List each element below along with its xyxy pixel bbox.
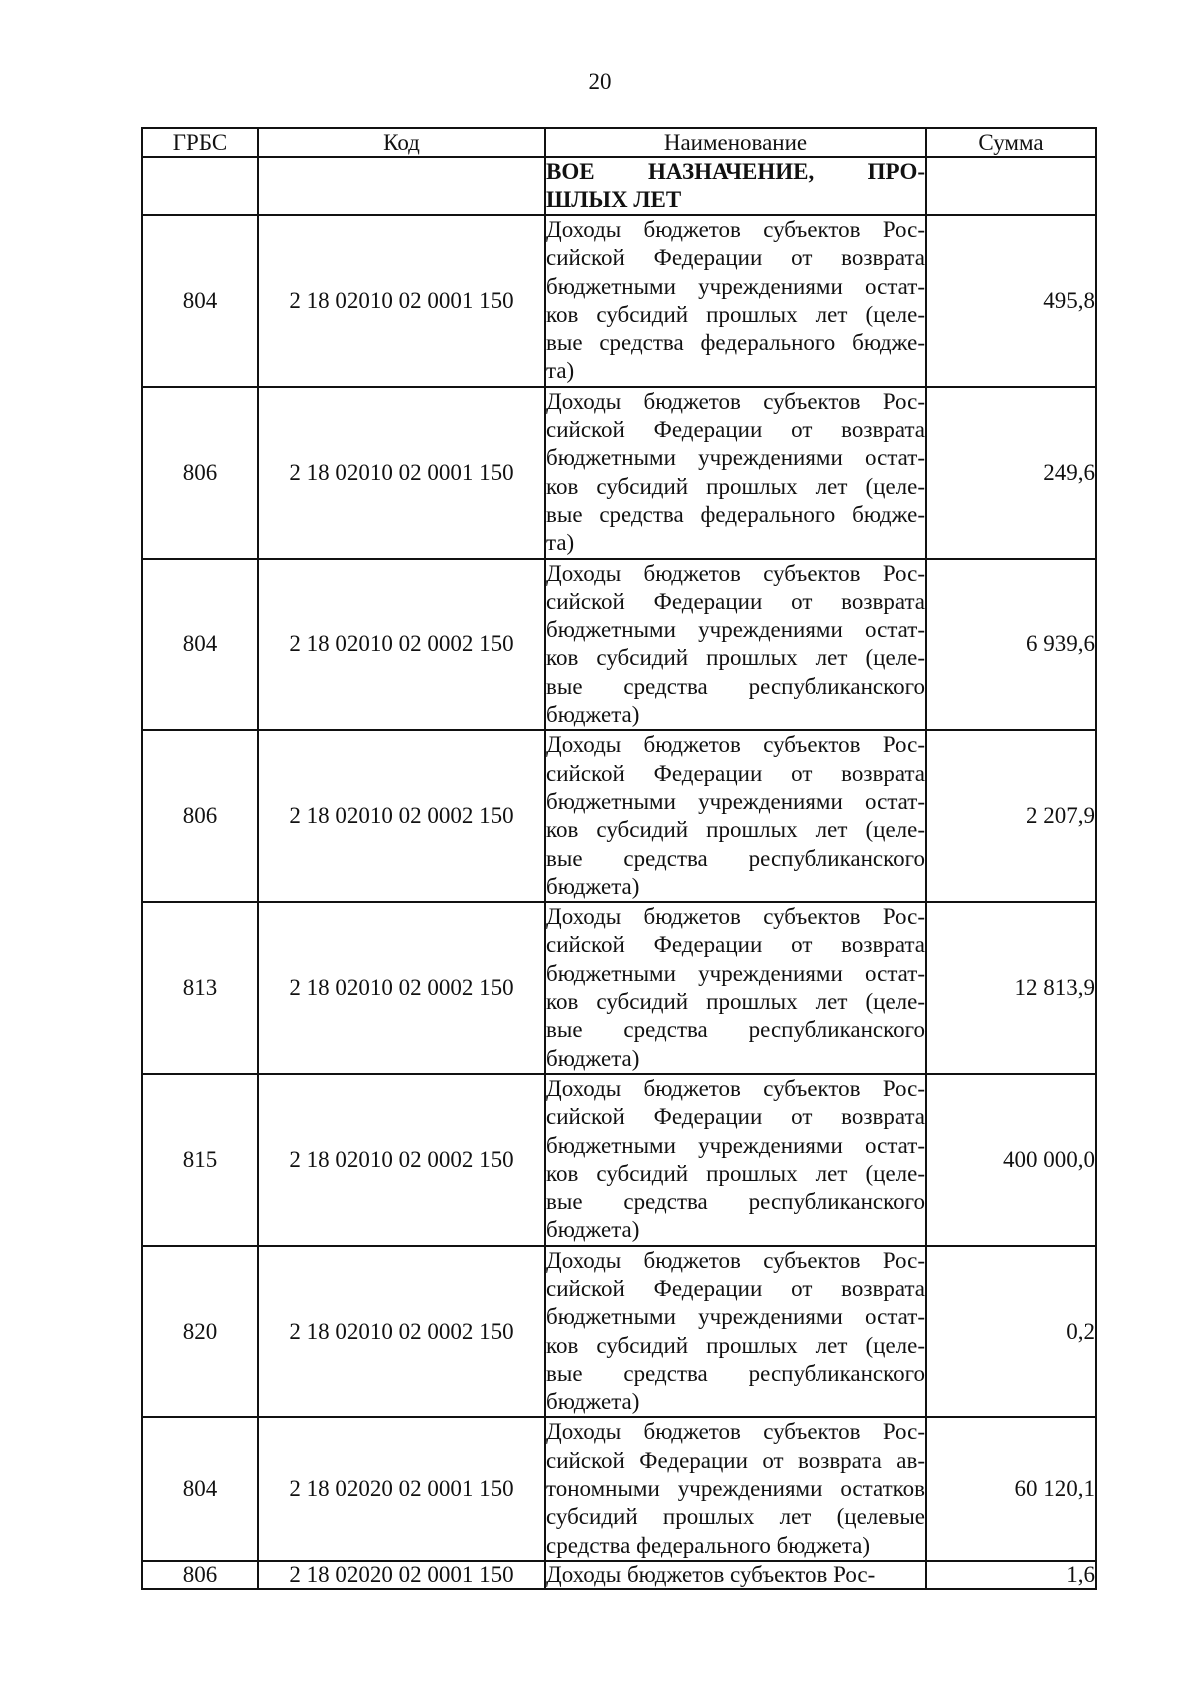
name-line: вые средства республиканского [546,1189,925,1215]
kod-cell: 2 18 02020 02 0001 150 [258,1417,545,1560]
kod-cell: 2 18 02010 02 0002 150 [258,902,545,1074]
table-header-row [142,128,1096,157]
name-line: бюджетными учреждениями остат- [546,617,925,643]
name-line: средства федерального бюджета) [546,1532,871,1558]
kod-cell: 2 18 02010 02 0002 150 [258,1246,545,1418]
table-row [142,730,1096,902]
sum-cell: 249,6 [926,387,1096,559]
name-line: Доходы бюджетов субъектов Рос- [546,217,925,242]
sum-cell: 2 207,9 [926,730,1096,902]
continuation-heading-line: ВОЕ НАЗНАЧЕНИЕ, ПРО- [546,159,925,184]
sum-cell: 400 000,0 [926,1074,1096,1246]
name-line: тономными учреждениями остатков [546,1476,925,1502]
name-cell [545,730,926,902]
name-line: бюджетными учреждениями остат- [546,788,925,814]
continuation-row [142,157,1096,215]
name-cell [545,1561,926,1589]
sum-cell: 6 939,6 [926,559,1096,731]
name-line: сийской Федерации от возврата [546,588,925,614]
page-number: 20 [588,69,612,94]
name-line: вые средства федерального бюдже- [546,501,925,527]
name-line: бюджета) [546,1045,640,1071]
name-cell [545,387,926,559]
kod-cell: 2 18 02010 02 0002 150 [258,730,545,902]
header-grbs: ГРБС [142,128,258,157]
grbs-cell: 806 [142,387,258,559]
continuation-sum-cell [926,157,1096,215]
continuation-heading [545,157,926,215]
name-line: ков субсидий прошлых лет (целе- [546,1160,925,1186]
header-kod: Код [258,128,545,157]
table-row [142,215,1096,387]
name-line: вые средства федерального бюдже- [546,330,925,356]
grbs-cell: 820 [142,1246,258,1418]
name-line: ков субсидий прошлых лет (целе- [546,1332,925,1358]
name-line: субсидий прошлых лет (целевые [546,1504,925,1530]
header-name: Наименование [545,128,926,157]
name-line: бюджета) [546,1217,640,1243]
name-line: ков субсидий прошлых лет (целе- [546,817,925,843]
name-line: та) [546,530,575,556]
table-row [142,1417,1096,1560]
table-row [142,1246,1096,1418]
grbs-cell: 813 [142,902,258,1074]
sum-cell: 12 813,9 [926,902,1096,1074]
sum-cell: 0,2 [926,1246,1096,1418]
table-row [142,387,1096,559]
name-line: сийской Федерации от возврата [546,1275,925,1301]
name-line: Доходы бюджетов субъектов Рос- [546,388,925,414]
name-line: сийской Федерации от возврата [546,245,925,271]
name-line: бюджетными учреждениями остат- [546,960,925,986]
name-line: та) [546,358,575,384]
name-line: бюджета) [546,1389,640,1415]
grbs-cell: 806 [142,730,258,902]
name-line: сийской Федерации от возврата [546,1104,925,1130]
name-line: сийской Федерации от возврата [546,417,925,443]
table-row [142,1561,1096,1589]
kod-cell: 2 18 02010 02 0001 150 [258,387,545,559]
name-cell [545,1074,926,1246]
name-line: Доходы бюджетов субъектов Рос- [546,1419,925,1445]
grbs-cell: 806 [142,1561,258,1589]
name-line: бюджетными учреждениями остат- [546,445,925,471]
name-line: Доходы бюджетов субъектов Рос- [546,1075,925,1101]
continuation-heading-line: ШЛЫХ ЛЕТ [546,187,682,212]
name-line: бюджетными учреждениями остат- [546,273,925,299]
name-cell [545,559,926,731]
name-line: Доходы бюджетов субъектов Рос- [546,1561,876,1587]
continuation-kod-cell [258,157,545,215]
continuation-grbs-cell [142,157,258,215]
grbs-cell: 804 [142,1417,258,1560]
header-sum: Сумма [926,128,1096,157]
kod-cell: 2 18 02010 02 0002 150 [258,1074,545,1246]
name-line: ков субсидий прошлых лет (целе- [546,301,925,327]
table-row [142,559,1096,731]
name-line: Доходы бюджетов субъектов Рос- [546,732,925,758]
table-row [142,1074,1096,1246]
name-line: бюджетными учреждениями остат- [546,1304,925,1330]
name-line: ков субсидий прошлых лет (целе- [546,989,925,1015]
name-line: сийской Федерации от возврата ав- [546,1447,925,1473]
grbs-cell: 804 [142,559,258,731]
name-cell [545,1246,926,1418]
name-line: вые средства республиканского [546,1360,925,1386]
name-line: бюджетными учреждениями остат- [546,1132,925,1158]
kod-cell: 2 18 02020 02 0001 150 [258,1561,545,1589]
name-cell [545,902,926,1074]
grbs-cell: 804 [142,215,258,387]
name-line: вые средства республиканского [546,845,925,871]
name-line: вые средства республиканского [546,673,925,699]
name-line: вые средства республиканского [546,1017,925,1043]
kod-cell: 2 18 02010 02 0002 150 [258,559,545,731]
name-cell [545,1417,926,1560]
name-line: Доходы бюджетов субъектов Рос- [546,560,925,586]
kod-cell: 2 18 02010 02 0001 150 [258,215,545,387]
name-line: сийской Федерации от возврата [546,760,925,786]
name-cell [545,215,926,387]
name-line: Доходы бюджетов субъектов Рос- [546,904,925,930]
grbs-cell: 815 [142,1074,258,1246]
name-line: бюджета) [546,873,640,899]
budget-table [141,127,1097,1590]
sum-cell: 495,8 [926,215,1096,387]
table-row [142,902,1096,1074]
name-line: Доходы бюджетов субъектов Рос- [546,1247,925,1273]
name-line: сийской Федерации от возврата [546,932,925,958]
name-line: ков субсидий прошлых лет (целе- [546,645,925,671]
name-line: бюджета) [546,702,640,728]
sum-cell: 60 120,1 [926,1417,1096,1560]
sum-cell: 1,6 [926,1561,1096,1589]
name-line: ков субсидий прошлых лет (целе- [546,473,925,499]
